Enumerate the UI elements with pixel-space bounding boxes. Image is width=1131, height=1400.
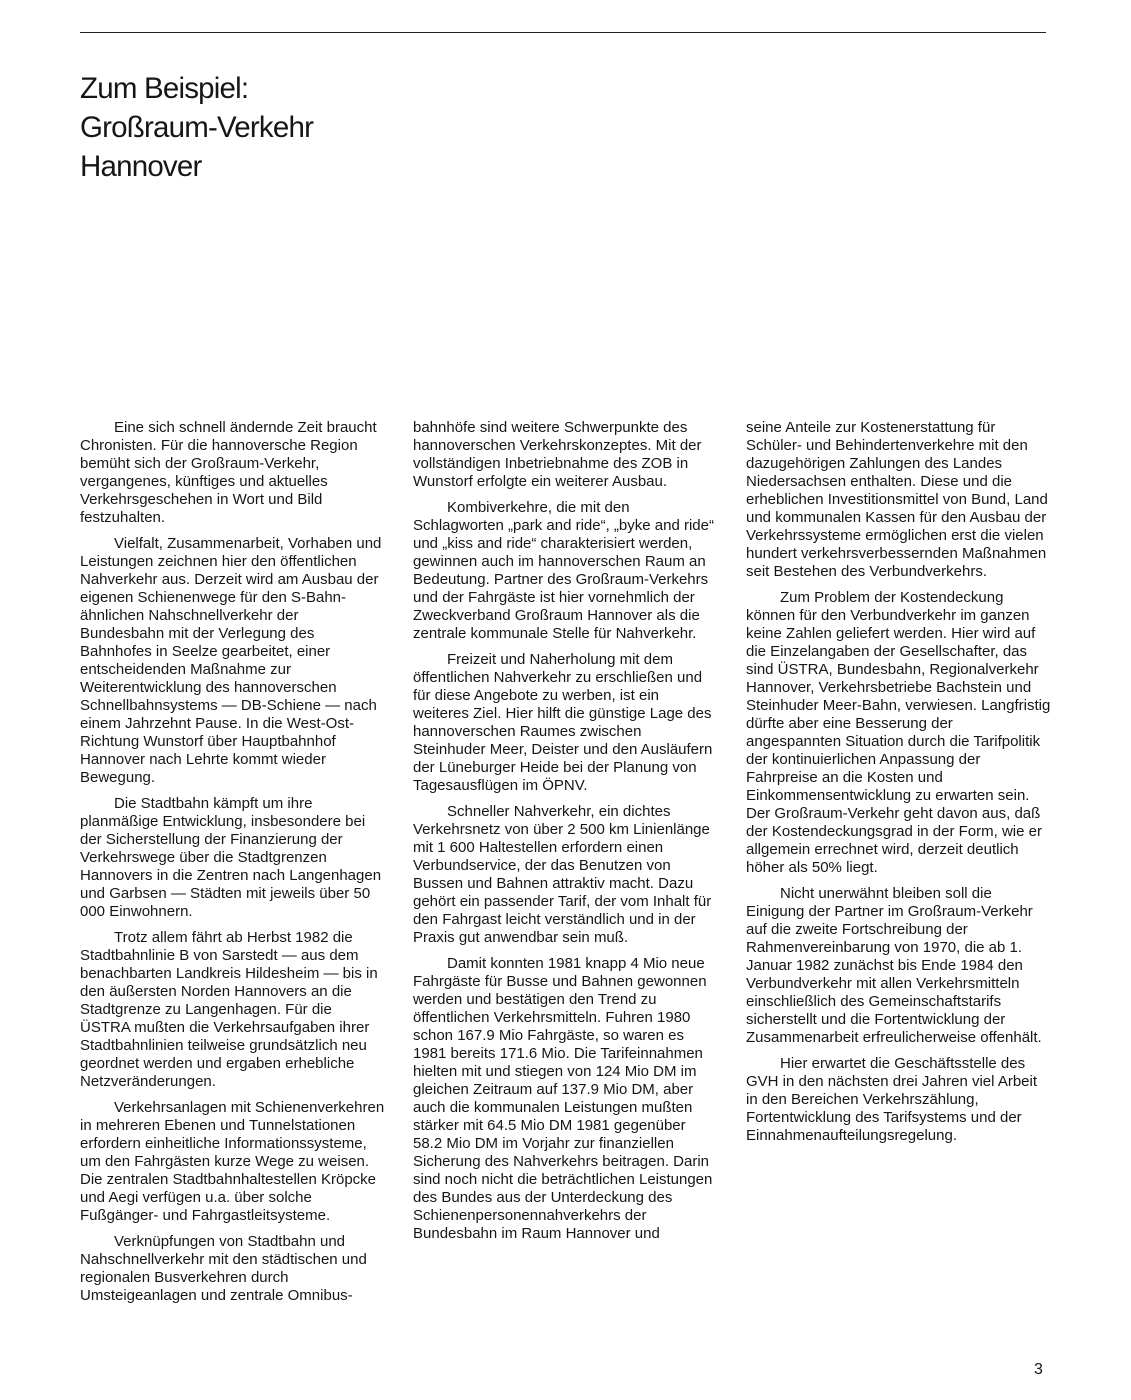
paragraph: Zum Problem der Kostendeckung können für den Verbundverkehr im ganzen keine Zahlen geliefert werden. Hier wird auf die Einzelangaben der Gesellschafter, das sind ÜSTRA, Bundesbahn, Regionalverkehr Hannover, Verkehrsbetriebe Bachstein und Steinhuder Meer-Bahn, verwiesen. Langfristig dürfte aber eine Besserung der angespannten Situation durch die Tarifpolitik der kontinuierlichen Anpassung der Fahrpreise an die Kosten und Einkommensentwicklung zu erwarten sein. Der Großraum-Verkehr geht davon aus, daß der Kostendeckungsgrad in der Form, wie er allgemein errechnet wird, derzeit deutlich höher als 50% liegt. xyxy=(746,589,1051,876)
page-number: 3 xyxy=(1034,1361,1043,1378)
paragraph: Schneller Nahverkehr, ein dichtes Verkehrsnetz von über 2 500 km Linienlänge mit 1 600 Haltestellen erfordern einen Verbundservice, der das Benutzen von Bussen und Bahnen attraktiv macht. Dazu gehört ein passender Tarif, der vom Inhalt für den Fahrgast leicht verständlich und in der Praxis gut anwendbar sein muß. xyxy=(413,803,712,946)
paragraph: Trotz allem fährt ab Herbst 1982 die Stadtbahnlinie B von Sarstedt — aus dem benachbarten Landkreis Hildesheim — bis in den äußersten Norden Hannovers an die Stadtgrenze zu Langenhagen. Für die ÜSTRA mußten die Verkehrsaufgaben ihrer Stadtbahnlinien teilweise grundsätzlich neu geordnet werden und ergaben erhebliche Netzveränderungen. xyxy=(80,929,378,1090)
paragraph: seine Anteile zur Kostenerstattung für Schüler- und Behindertenverkehre mit den dazugehörigen Zahlungen des Landes Niedersachsen enthalten. Diese und die erheblichen Investitionsmittel von Bund, Land und kommunalen Kassen für den Ausbau der Verkehrssysteme ermöglichen erst die vielen hundert verkehrsverbessernden Maßnahmen seit Bestehen des Verbundverkehrs. xyxy=(746,419,1048,580)
paragraph: Verkehrsanlagen mit Schienenverkehren in mehreren Ebenen und Tunnelstationen erfordern einheitliche Informationssysteme, um den Fahrgästen kurze Wege zu weisen. Die zentralen Stadtbahnhaltestellen Kröpcke und Aegi verfügen u.a. über solche Fußgänger- und Fahrgastleitsysteme. xyxy=(80,1099,385,1224)
title-line-3: Hannover xyxy=(80,150,202,183)
paragraph: Nicht unerwähnt bleiben soll die Einigung der Partner im Großraum-Verkehr auf die zweite Fortschreibung der Rahmenvereinbarung von 1970, die ab 1. Januar 1982 zunächst bis Ende 1984 den Verbundverkehr mit allen Verkehrsmitteln einschließlich des Gemeinschaftstarifs sicherstellt und die Fortentwicklung der Zusammenarbeit erfreulicherweise offenhält. xyxy=(746,885,1042,1046)
top-rule xyxy=(80,32,1046,33)
paragraph: Vielfalt, Zusammenarbeit, Vorhaben und Leistungen zeichnen hier den öffentlichen Nahverkehr aus. Derzeit wird am Ausbau der eigenen Schienenwege für den S-Bahn-ähnlichen Nahschnellverkehr der Bundesbahn mit der Verlegung des Bahnhofes in Seelze gearbeitet, einer entscheidenden Maßnahme zur Weiterentwicklung des hannoverschen Schnellbahnsystems — DB-Schiene — nach einem Jahrzehnt Pause. In die West-Ost-Richtung Wunstorf über Hauptbahnhof Hannover nach Lehrte kommt wieder Bewegung. xyxy=(80,535,382,786)
text-column-3 xyxy=(746,419,1051,1145)
title-line-1: Zum Beispiel: xyxy=(80,72,249,105)
paragraph: Verknüpfungen von Stadtbahn und Nahschnellverkehr mit den städtischen und regionalen Busverkehren durch Umsteigeanlagen und zentrale Omnibus- xyxy=(80,1233,367,1304)
paragraph: Eine sich schnell ändernde Zeit braucht Chronisten. Für die hannoversche Region bemüht sich der Großraum-Verkehr, vergangenes, künftiges und aktuelles Verkehrsgeschehen in Wort und Bild festzuhalten. xyxy=(80,419,377,526)
paragraph: Kombiverkehre, die mit den Schlagworten „park and ride“, „byke and ride“ und „kiss and ride“ charakterisiert werden, gewinnen auch im hannoverschen Raum an Bedeutung. Partner des Großraum-Verkehrs und der Fahrgäste ist hier vornehmlich der Zweckverband Großraum Hannover als die zentrale kommunale Stelle für Nahverkehr. xyxy=(413,499,714,642)
page-title xyxy=(80,69,680,186)
paragraph: Hier erwartet die Geschäftsstelle des GVH in den nächsten drei Jahren viel Arbeit in den Bereichen Verkehrszählung, Fortentwicklung des Tarifsystems und der Einnahmenaufteilungsregelung. xyxy=(746,1055,1037,1144)
text-column-2 xyxy=(413,419,718,1243)
paragraph: Freizeit und Naherholung mit dem öffentlichen Nahverkehr zu erschließen und für diese Angebote zu werben, ist ein weiteres Ziel. Hier hilft die günstige Lage des hannoverschen Raumes zwischen Steinhuder Meer, Deister und den Ausläufern der Lüneburger Heide bei der Planung von Tagesausflügen im ÖPNV. xyxy=(413,651,713,794)
paragraph: Die Stadtbahn kämpft um ihre planmäßige Entwicklung, insbesondere bei der Sicherstellung der Finanzierung der Verkehrswege über die Stadtgrenzen Hannovers in die Zentren nach Langenhagen und Garbsen — Städten mit jeweils über 50 000 Einwohnern. xyxy=(80,795,382,920)
title-line-2: Großraum-Verkehr xyxy=(80,111,314,144)
paragraph: bahnhöfe sind weitere Schwerpunkte des hannoverschen Verkehrskonzeptes. Mit der vollständigen Inbetriebnahme des ZOB in Wunstorf erfolgte ein weiterer Ausbau. xyxy=(413,419,702,490)
paragraph: Damit konnten 1981 knapp 4 Mio neue Fahrgäste für Busse und Bahnen gewonnen werden und bestätigen den Trend zu öffentlichen Verkehrsmitteln. Fuhren 1980 schon 167.9 Mio Fahrgäste, so waren es 1981 bereits 171.6 Mio. Die Tarifeinnahmen hielten mit und stiegen von 124 Mio DM im gleichen Zeitraum auf 137.9 Mio DM, aber auch die kommunalen Leistungen mußten stärker mit 64.5 Mio DM 1981 gegenüber 58.2 Mio DM im Vorjahr zur finanziellen Sicherung des Nahverkehrs beitragen. Darin sind noch nicht die beträchtlichen Leistungen des Bundes aus der Unterdeckung des Schienenpersonennahverkehrs der Bundesbahn im Raum Hannover und xyxy=(413,955,713,1242)
text-column-1 xyxy=(80,419,385,1305)
